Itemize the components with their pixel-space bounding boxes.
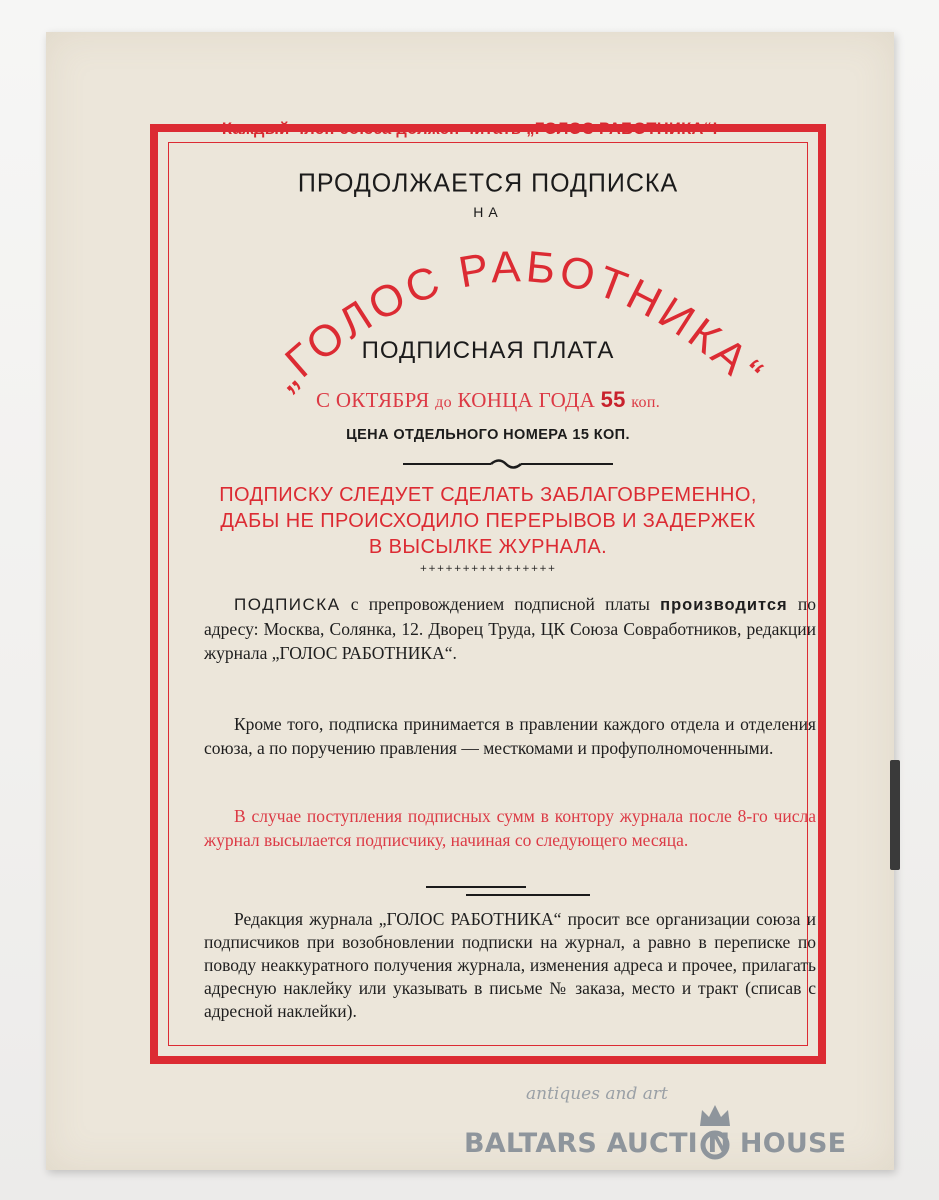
photo-edge-shadow [890, 760, 900, 870]
notice-heading: ПРОДОЛЖАЕТСЯ ПОДПИСКА [297, 168, 679, 198]
stars-divider: ++++++++++++++++ [419, 564, 557, 574]
paragraph-text: Редакция журнала „ГОЛОС РАБОТНИКА“ просит все организации союза и подписчиков при возобновлении подписки на журнал, а равно в переписке по поводу неаккуратного получения журнала, изменения адреса и прочее, прилагать адресную наклейку или указывать в письме № заказа, место и тракт (списав с адресной наклейки). [204, 909, 816, 1021]
paragraph-branches [204, 712, 816, 760]
paragraph-address [204, 592, 816, 665]
paragraph-text: по адресу: Москва, Солянка, 12. Дворец Труда, ЦК Союза Совработников, редакции журнала „ГОЛОС РАБОТНИКА“. [204, 594, 816, 663]
notice-heading-na: НА [473, 204, 503, 220]
paragraph-text: с препровождением подписной платы [340, 594, 661, 614]
top-slogan: Каждый член союза должен читать „ГОЛОС РАБОТНИКА“! [221, 120, 719, 138]
subscription-period-line [158, 387, 818, 413]
paragraph-text: Кроме того, подписка принимается в правлении каждого отдела и отделения союза, а по поручению правления — месткомами и профуполномоченными. [204, 714, 816, 758]
watermark-brand [464, 1128, 846, 1159]
period-do: до [435, 394, 452, 411]
magazine-back-cover [46, 32, 894, 1170]
paragraph-bold-word: производится [660, 596, 788, 614]
period-end: КОНЦА ГОДА [457, 388, 596, 412]
crown-icon [698, 1102, 732, 1128]
paragraph-late-payment [204, 804, 816, 852]
advance-notice-line: В ВЫСЫЛКЕ ЖУРНАЛА. [368, 536, 608, 558]
subscription-fee-heading: ПОДПИСНАЯ ПЛАТА [361, 337, 615, 364]
paragraph-editorial-request [204, 908, 816, 1023]
single-issue-price: ЦЕНА ОТДЕЛЬНОГО НОМЕРА 15 КОП. [346, 427, 630, 443]
advance-notice-line: ДАБЫ НЕ ПРОИСХОДИЛО ПЕРЕРЫВОВ И ЗАДЕРЖЕК [220, 510, 756, 532]
ornamental-divider [403, 454, 613, 474]
red-border-frame [150, 124, 826, 1064]
watermark-tagline: antiques and art [526, 1084, 668, 1104]
paragraph-lead-word: ПОДПИСКА [234, 595, 341, 614]
paragraph-text: В случае поступления подписных сумм в контору журнала после 8-го числа журнал высылается подписчику, начиная со следующего месяца. [204, 806, 816, 850]
advance-notice-line: ПОДПИСКУ СЛЕДУЕТ СДЕЛАТЬ ЗАБЛАГОВРЕМЕННО, [219, 484, 757, 506]
period-price: 55 [600, 387, 626, 412]
double-rule-divider [426, 884, 590, 898]
watermark-brand-text: BALTARS AUCTI N HOUSE [464, 1128, 847, 1159]
watermark-o-ring-icon [700, 1128, 730, 1160]
period-start: С ОКТЯБРЯ [315, 388, 430, 412]
magazine-title-arc [218, 214, 818, 414]
advance-subscription-notice [158, 482, 818, 560]
subscription-notice [158, 132, 818, 1056]
magazine-title: „ГОЛОС РАБОТНИКА“ [261, 242, 775, 400]
svg-text:„ГОЛОС РАБОТНИКА“ [262, 242, 775, 400]
period-unit: коп. [631, 394, 661, 411]
